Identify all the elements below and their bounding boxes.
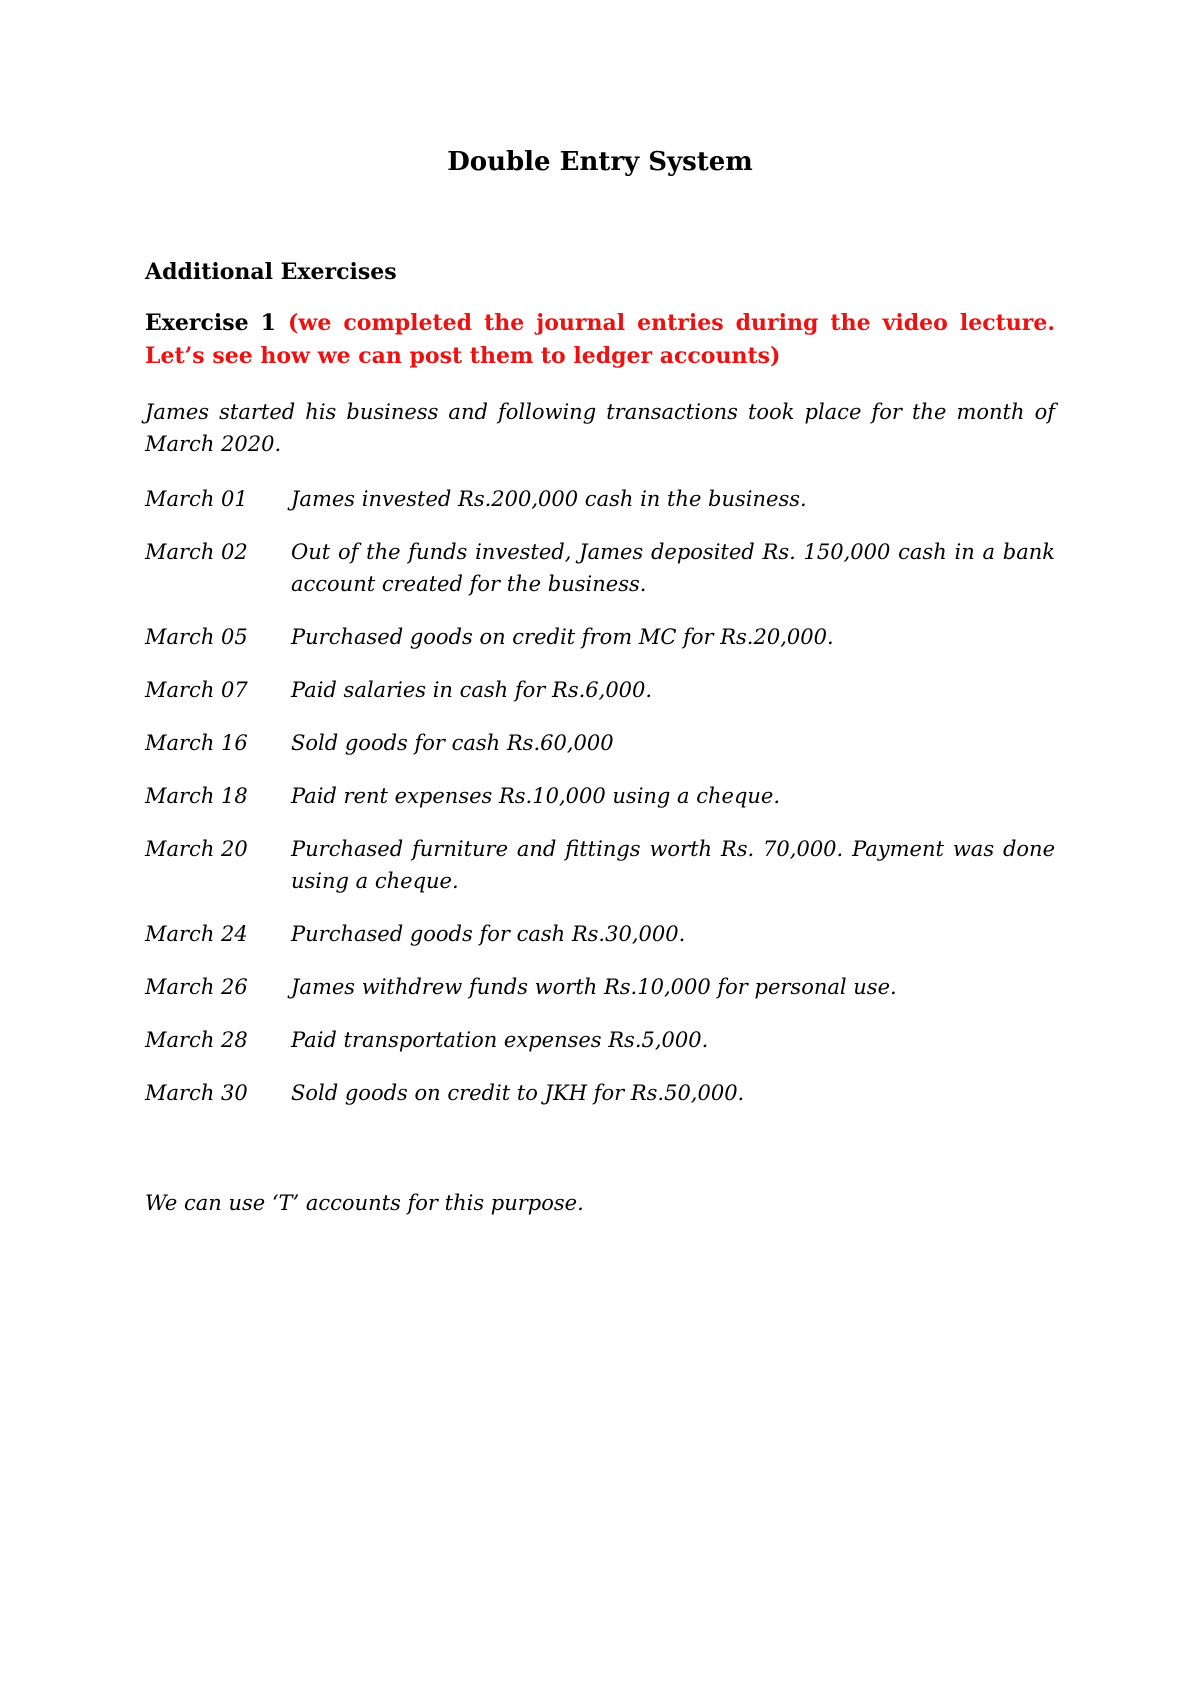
transaction-description: James withdrew funds worth Rs.10,000 for personal use.: [291, 975, 897, 999]
transaction-row: [145, 833, 1055, 897]
transaction-description: Paid transportation expenses Rs.5,000.: [291, 1028, 709, 1052]
transaction-date: March 24: [145, 922, 248, 946]
transaction-row: [145, 674, 1055, 706]
transaction-description: Sold goods for cash Rs.60,000: [291, 731, 614, 755]
transaction-date: March 05: [145, 625, 248, 649]
transaction-row: [145, 918, 1055, 950]
transaction-row: [145, 536, 1055, 600]
transaction-description: Purchased furniture and fittings worth Rs. 70,000. Payment was done using a cheque.: [291, 837, 1055, 893]
transactions-list: [145, 483, 1055, 1130]
transaction-description: Out of the funds invested, James deposited Rs. 150,000 cash in a bank account created for the business.: [291, 540, 1055, 596]
transaction-date: March 20: [145, 837, 248, 861]
transaction-date: March 26: [145, 975, 248, 999]
page-title: Double Entry System: [447, 147, 753, 177]
transaction-date: March 30: [145, 1081, 248, 1105]
transaction-date: March 16: [145, 731, 248, 755]
exercise-heading: [145, 307, 1055, 373]
transaction-description: Paid salaries in cash for Rs.6,000.: [291, 678, 653, 702]
transaction-date: March 01: [145, 487, 248, 511]
transaction-row: [145, 780, 1055, 812]
footer-note: We can use ‘T’ accounts for this purpose.: [145, 1191, 584, 1215]
transaction-description: Purchased goods on credit from MC for Rs.20,000.: [291, 625, 834, 649]
transaction-date: March 07: [145, 678, 248, 702]
transaction-row: [145, 1024, 1055, 1056]
transaction-description: Sold goods on credit to JKH for Rs.50,000.: [291, 1081, 745, 1105]
transaction-description: James invested Rs.200,000 cash in the business.: [291, 487, 807, 511]
transaction-date: March 18: [145, 784, 248, 808]
transaction-date: March 02: [145, 540, 248, 564]
transaction-description: Purchased goods for cash Rs.30,000.: [291, 922, 686, 946]
transaction-row: [145, 483, 1055, 515]
transaction-description: Paid rent expenses Rs.10,000 using a cheque.: [291, 784, 781, 808]
exercise-label: Exercise 1: [145, 310, 276, 336]
exercise-note: (we completed the journal entries during the video lecture. Let’s see how we can post them to ledger accounts): [145, 310, 1055, 369]
transaction-date: March 28: [145, 1028, 248, 1052]
transaction-row: [145, 727, 1055, 759]
intro-paragraph: James started his business and following transactions took place for the month of March 2020.: [145, 400, 1055, 456]
section-heading: Additional Exercises: [145, 259, 397, 285]
transaction-row: [145, 971, 1055, 1003]
transaction-row: [145, 621, 1055, 653]
transaction-row: [145, 1077, 1055, 1109]
